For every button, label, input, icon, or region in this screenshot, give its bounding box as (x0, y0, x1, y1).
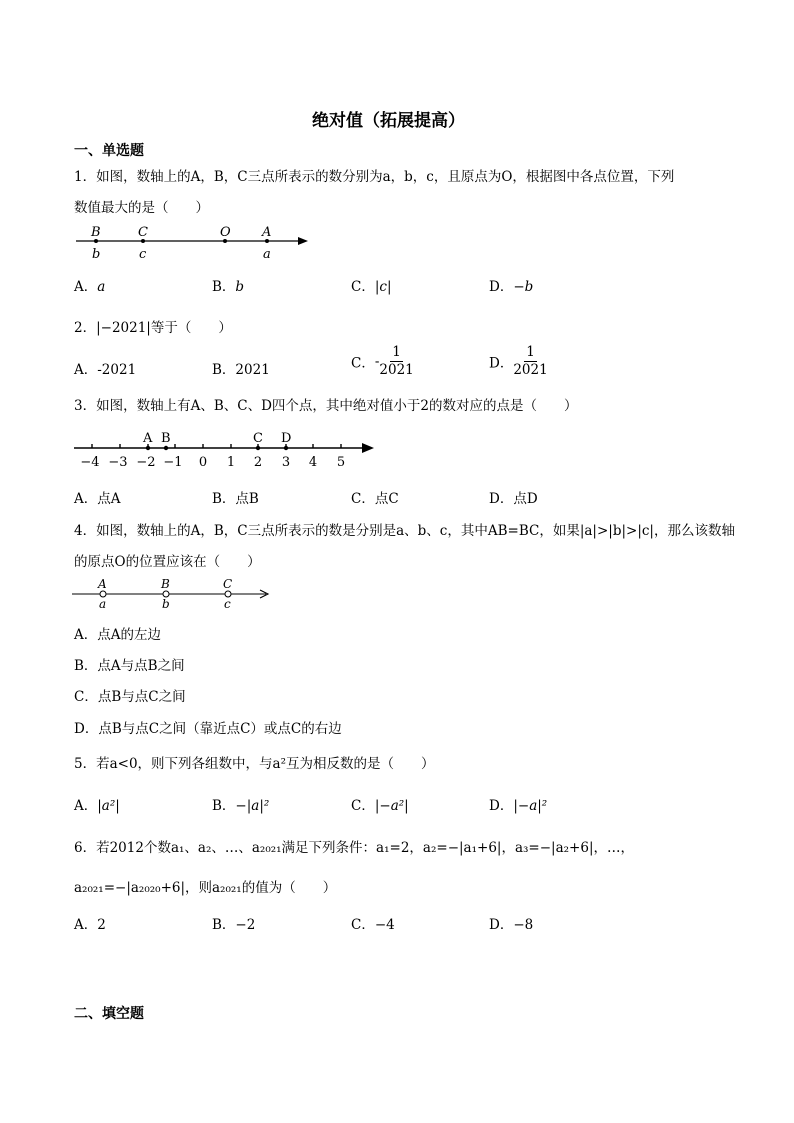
q3-tick-label: −2 (136, 455, 156, 470)
q2-option-b[interactable]: B．2021 (212, 362, 270, 378)
q4-stem-line1: 4．如图，数轴上的A，B，C三点所表示的数是分别是a、b、c，其中AB=BC，如果|a|>|b|>|c|，那么该数轴 (74, 523, 735, 539)
q6-option-c[interactable]: C．−4 (351, 917, 395, 933)
section-heading-fill-in: 二、填空题 (74, 1006, 144, 1022)
q1-point-label-c-upper: C (138, 225, 148, 240)
q5-option-a[interactable]: A．|a²| (74, 798, 120, 814)
page-title: 绝对值（拓展提高） (312, 111, 465, 131)
q1-option-d[interactable]: D．−b (489, 279, 534, 295)
q4-value-b: b (162, 597, 170, 611)
q3-number-line (70, 426, 380, 472)
section-heading-single-choice: 一、单选题 (74, 143, 144, 159)
q3-option-c[interactable]: C．点C (351, 491, 399, 507)
q1-point-label-a-upper: A (262, 225, 272, 240)
q3-tick-label: 5 (336, 455, 346, 470)
q6-option-a[interactable]: A．2 (74, 917, 106, 933)
q4-point-a-upper: A (98, 577, 107, 591)
q3-tick-label: −3 (108, 455, 128, 470)
q1-value-label-a: a (263, 247, 271, 262)
q3-tick-label: 1 (226, 455, 236, 470)
q3-stem: 3．如图，数轴上有A、B、C、D四个点，其中绝对值小于2的数对应的点是（ ） (74, 398, 578, 414)
q4-option-b[interactable]: B．点A与点B之间 (74, 658, 185, 674)
q1-option-c[interactable]: C．|c| (351, 279, 392, 295)
q6-stem-line1: 6．若2012个数a₁、a₂、…、a₂₀₂₁满足下列条件：a₁=2，a₂=−|a₁+6|，a₃=−|a₂+6|，…， (74, 840, 635, 856)
q4-value-a: a (99, 597, 107, 611)
q6-stem-line2: a₂₀₂₁=−|a₂₀₂₀+6|，则a₂₀₂₁的值为（ ） (74, 880, 337, 896)
q4-value-c: c (224, 597, 231, 611)
q1-stem-line2: 数值最大的是（ ） (74, 200, 209, 216)
q4-point-c-upper: C (223, 577, 233, 591)
q3-option-a[interactable]: A．点A (74, 491, 121, 507)
q1-number-line (70, 222, 320, 264)
q5-option-b[interactable]: B．−|a|² (212, 798, 270, 814)
q2-option-c-fraction: $\frac{1}{2021}$ (379, 344, 414, 378)
q4-option-c[interactable]: C．点B与点C之间 (74, 689, 186, 705)
q3-option-b[interactable]: B．点B (212, 491, 259, 507)
q6-option-b[interactable]: B．−2 (212, 917, 256, 933)
q2-option-d[interactable]: D． $\frac{1}{2021}$ (489, 344, 548, 378)
q3-option-d[interactable]: D．点D (489, 491, 538, 507)
q3-point-d: D (281, 431, 292, 446)
q1-point-label-o: O (220, 225, 231, 240)
q3-point-a: A (143, 431, 153, 446)
q4-option-a[interactable]: A．点A的左边 (74, 627, 161, 643)
q3-tick-label: 0 (198, 455, 208, 470)
q2-stem: 2．|−2021|等于（ ） (74, 320, 232, 336)
q3-tick-label: 3 (281, 455, 291, 470)
q5-option-c[interactable]: C．|−a²| (351, 798, 409, 814)
q4-option-d[interactable]: D．点B与点C之间（靠近点C）或点C的右边 (74, 721, 342, 737)
q3-tick-label: 4 (308, 455, 318, 470)
q6-option-d[interactable]: D．−8 (489, 917, 534, 933)
q2-option-c[interactable]: C．- $\frac{1}{2021}$ (351, 344, 414, 378)
q5-stem: 5．若a<0，则下列各组数中，与a²互为相反数的是（ ） (74, 756, 435, 772)
q1-value-label-c: c (139, 247, 147, 262)
q1-point-label-b-upper: B (91, 225, 101, 240)
q1-option-a[interactable]: A．a (74, 279, 106, 295)
q5-option-d[interactable]: D．|−a|² (489, 798, 548, 814)
q3-point-c: C (253, 431, 263, 446)
q4-point-b-upper: B (161, 577, 170, 591)
q3-point-b: B (161, 431, 171, 446)
q1-stem-line1: 1．如图，数轴上的A，B，C三点所表示的数分别为a，b，c，且原点为O，根据图中各点位置，下列 (74, 169, 675, 185)
q4-stem-line2: 的原点O的位置应该在（ ） (74, 554, 261, 570)
q2-option-a[interactable]: A．-2021 (74, 362, 137, 378)
q3-tick-label: 2 (253, 455, 263, 470)
q4-number-line (70, 576, 280, 616)
q3-tick-label: −1 (163, 455, 183, 470)
q2-option-d-fraction: $\frac{1}{2021}$ (513, 344, 548, 378)
q1-value-label-b: b (92, 247, 101, 262)
q3-tick-label: −4 (80, 455, 100, 470)
q1-option-b[interactable]: B．b (212, 279, 245, 295)
